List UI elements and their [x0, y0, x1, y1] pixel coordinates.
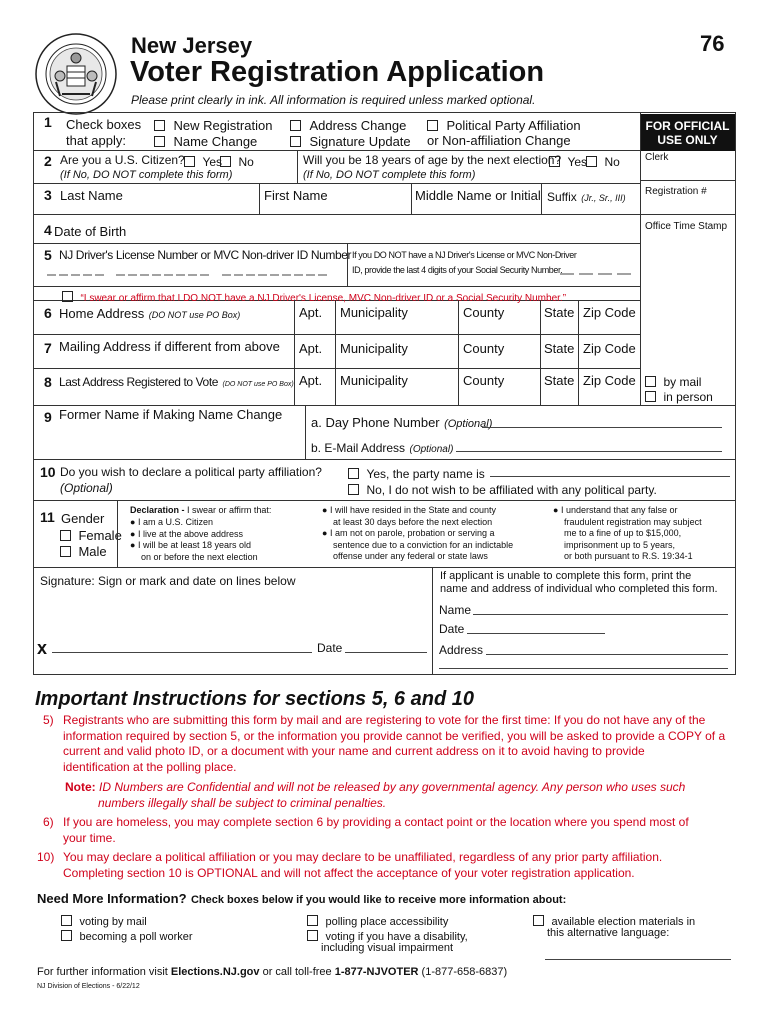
- s10-party-line: [490, 476, 730, 477]
- bullet-icon: ●: [130, 540, 136, 550]
- s6-county[interactable]: County: [463, 305, 505, 320]
- row-line-11: [33, 567, 736, 568]
- helper-date-line[interactable]: [467, 633, 605, 634]
- info-o4-label: voting if you have a disability,: [325, 931, 468, 943]
- by-mail-label: by mail: [663, 375, 702, 389]
- s2-age-no-label: No: [604, 155, 620, 169]
- row-line-7: [33, 368, 640, 369]
- s11-c3e: or both pursuant to R.S. 19:34-1: [564, 551, 693, 561]
- instr-5: [43, 713, 733, 775]
- s1-new-label: New Registration: [173, 118, 273, 133]
- s11-decl-rest: I swear or affirm that:: [184, 505, 272, 515]
- s10-number: 10: [40, 464, 56, 480]
- s6-municipality[interactable]: Municipality: [340, 305, 408, 320]
- s11-male[interactable]: [60, 543, 107, 561]
- s11-c2e: offense under any federal or state laws: [333, 551, 488, 561]
- state-seal: [34, 32, 118, 116]
- alt-language-line[interactable]: [545, 959, 731, 960]
- row-line-3: [33, 214, 640, 215]
- official-title-1: FOR OFFICIAL: [645, 119, 730, 133]
- checkbox[interactable]: [290, 136, 301, 147]
- s7-number: 7: [44, 340, 52, 356]
- instr-6-num: 6): [43, 815, 54, 829]
- s3-divider-3: [541, 183, 542, 214]
- s5-alt-1: If you DO NOT have a NJ Driver's License or MVC Non-Driver: [352, 250, 577, 260]
- info-o3-label: polling place accessibility: [325, 916, 449, 928]
- s1-label-1: Check boxes: [66, 117, 142, 132]
- instr-note: [65, 780, 735, 811]
- s2-divider: [297, 150, 298, 183]
- info-o2-label: becoming a poll worker: [79, 931, 193, 943]
- row-line-2: [33, 183, 640, 184]
- official-line-2: [640, 214, 736, 215]
- info-o4b: including visual impairment: [321, 942, 454, 954]
- addr-div-county: [458, 300, 459, 405]
- s8-number: 8: [44, 374, 52, 390]
- instr-10-line-2: Completing section 10 is OPTIONAL and will not affect the acceptance of your voter registration application.: [63, 865, 635, 880]
- checkbox[interactable]: [220, 156, 231, 167]
- s11-col-1: [130, 517, 258, 563]
- info-o5-label: available election materials in: [551, 916, 696, 928]
- more-info-heading: [37, 890, 566, 908]
- s6-zip[interactable]: Zip Code: [583, 305, 636, 320]
- s5-inner-line: [33, 286, 640, 287]
- stamp-label: Office Time Stamp: [645, 221, 728, 232]
- addr-div-zip: [578, 300, 579, 405]
- s2-no-label: No: [238, 155, 254, 169]
- s4-number: 4: [44, 222, 52, 238]
- s2-age-question: Will you be 18 years of age by the next election?: [303, 153, 562, 167]
- in-person-label: in person: [663, 390, 713, 404]
- form-number: 76: [700, 31, 725, 56]
- instr-5-line-4: identification at the polling place.: [63, 759, 237, 774]
- s1-signature-update[interactable]: [290, 133, 411, 151]
- s8-municipality[interactable]: Municipality: [340, 373, 408, 388]
- footer-info: [37, 966, 507, 978]
- s8-label: Last Address Registered to Vote: [59, 375, 219, 389]
- signature-divider: [432, 567, 433, 675]
- note-line-1: ID Numbers are Confidential and will not be released by any governmental agency. Any person who uses such: [99, 780, 686, 794]
- s5-swear-text: “I swear or affirm that I DO NOT have a NJ Driver's License, MVC Non-driver ID or a Social Security Number.”: [80, 293, 567, 304]
- checkbox[interactable]: [61, 915, 72, 926]
- info-o5b: this alternative language:: [547, 927, 670, 939]
- s11-c3d: imprisonment up to 5 years,: [564, 539, 676, 550]
- checkbox[interactable]: [427, 120, 438, 131]
- checkbox[interactable]: [61, 930, 72, 941]
- instr-5-line-3: current and valid photo ID, or a document with your name and current address on it to avoid having to provide: [63, 744, 645, 758]
- s11-gender: Gender: [61, 511, 105, 526]
- s3-suffix-label: Suffix: [547, 190, 577, 204]
- s1-address-label: Address Change: [309, 118, 407, 133]
- instr-5-num: 5): [43, 713, 54, 727]
- signature-date-label: Date: [317, 641, 343, 655]
- s9-phone-label: a. Day Phone Number: [311, 415, 440, 430]
- s7-state[interactable]: State: [544, 341, 575, 356]
- checkbox[interactable]: [154, 120, 165, 131]
- s2-yes-label: Yes: [202, 155, 223, 169]
- helper-address-line-1[interactable]: [486, 654, 728, 655]
- s11-c2b: at least 30 days before the next election: [333, 516, 493, 527]
- s10-question: Do you wish to declare a political party affiliation?: [60, 465, 322, 479]
- s10-no[interactable]: [348, 481, 657, 499]
- s1-name-change[interactable]: [154, 133, 257, 151]
- s3-last-name[interactable]: Last Name: [60, 188, 123, 203]
- footer-mid: or call toll-free: [259, 966, 335, 978]
- s6-home-address[interactable]: [59, 305, 240, 323]
- checkbox[interactable]: [290, 120, 301, 131]
- addr-div-muni: [335, 300, 336, 405]
- s6-apt[interactable]: Apt.: [299, 305, 323, 320]
- s11-c3a: I understand that any false or: [560, 505, 678, 515]
- row-line-6: [33, 334, 640, 335]
- official-use-header: [640, 114, 735, 151]
- s5-id-digits[interactable]: [47, 263, 337, 277]
- s6-note: (DO NOT use PO Box): [148, 310, 241, 320]
- s9-phone[interactable]: [311, 414, 492, 432]
- addr-div-apt: [294, 300, 295, 405]
- s11-c2a: I will have resided in the State and county: [329, 505, 497, 515]
- s7-municipality[interactable]: Municipality: [340, 341, 408, 356]
- s8-county[interactable]: County: [463, 373, 505, 388]
- helper-name-label: Name: [439, 603, 472, 617]
- row-line-4: [33, 243, 640, 244]
- s9-email[interactable]: [311, 439, 453, 457]
- helper-date-label: Date: [439, 622, 465, 636]
- info-o1-label: voting by mail: [79, 916, 147, 928]
- signature-label: Signature: Sign or mark and date on lines below: [40, 574, 296, 588]
- unable-line-1: If applicant is unable to complete this form, print the: [440, 570, 692, 582]
- ssn-blanks: [560, 262, 635, 276]
- s1-name-label: Name Change: [173, 134, 258, 149]
- instr-10: [37, 850, 733, 881]
- checkbox[interactable]: [586, 156, 597, 167]
- instructions-line: Please print clearly in ink. All information is required unless marked optional.: [131, 93, 536, 107]
- s10-yes-label: Yes, the party name is: [366, 467, 485, 481]
- s7-mailing-address[interactable]: Mailing Address if different from above: [59, 339, 280, 354]
- s11-number: 11: [40, 509, 55, 525]
- footer-site-link[interactable]: Elections.NJ.gov: [170, 966, 260, 978]
- signature-line[interactable]: [52, 652, 312, 653]
- official-title-2: USE ONLY: [657, 133, 718, 147]
- s3-number: 3: [44, 187, 52, 203]
- instr-5-line-2: information required by section 5, or the information you provide cannot be verified, you will be asked to provide a COPY of a: [63, 728, 726, 743]
- s5-label: NJ Driver's License Number or MVC Non-driver ID Number: [59, 248, 352, 262]
- bullet-icon: ●: [322, 528, 328, 538]
- s2-age-yes-label: Yes: [567, 155, 588, 169]
- s6-state[interactable]: State: [544, 305, 575, 320]
- helper-name-line[interactable]: [473, 614, 728, 615]
- s3-divider-2: [411, 183, 412, 214]
- instr-6-line-1: If you are homeless, you may complete section 6 by providing a contact point or the location where you spend most of: [63, 815, 689, 829]
- checkbox[interactable]: [645, 391, 656, 402]
- s10-optional: (Optional): [60, 481, 113, 495]
- s11-divider: [117, 500, 118, 567]
- form-title: Voter Registration Application: [130, 56, 545, 88]
- s11-col-2: [322, 505, 513, 563]
- row-line-8: [33, 405, 736, 406]
- s11-c3b: fraudulent registration may subject: [564, 516, 702, 527]
- s3-first-name[interactable]: First Name: [264, 188, 328, 203]
- bullet-icon: ●: [130, 528, 136, 539]
- helper-address-label: Address: [439, 643, 484, 657]
- s2-citizen-question: Are you a U.S. Citizen?: [60, 153, 185, 167]
- s7-county[interactable]: County: [463, 341, 505, 356]
- official-divider: [640, 112, 641, 406]
- s6-number: 6: [44, 305, 52, 321]
- s1-party-label: Political Party Affiliation: [446, 118, 581, 133]
- s11-decl-bold: Declaration -: [130, 505, 185, 515]
- s11-c1c: I will be at least 18 years old: [137, 540, 252, 550]
- checkbox[interactable]: [348, 468, 359, 479]
- s4-dob[interactable]: Date of Birth: [54, 224, 127, 239]
- footer-division: NJ Division of Elections - 6/22/12: [37, 983, 140, 990]
- checkbox[interactable]: [60, 546, 71, 557]
- instr-10-line-1: You may declare a political affiliation or you may declare to be unaffiliated, regardless of any prior party affiliation.: [63, 850, 663, 864]
- row-line-10: [33, 500, 736, 501]
- s1-party-label-2: or Non-affiliation Change: [427, 133, 571, 148]
- s9-divider: [305, 405, 306, 459]
- bullet-icon: ●: [322, 505, 328, 515]
- s11-male-label: Male: [78, 544, 107, 559]
- checkbox[interactable]: [533, 915, 544, 926]
- s5-ssn-digits[interactable]: [560, 262, 635, 276]
- s2-number: 2: [44, 153, 52, 169]
- s3-middle-name[interactable]: Middle Name or Initial: [415, 188, 541, 203]
- footer-phone: 1-877-NJVOTER: [334, 966, 419, 978]
- s5-alt-2: ID, provide the last 4 digits of your Social Security Number.: [352, 265, 563, 275]
- s9-number: 9: [44, 409, 52, 425]
- signature-x: x: [37, 638, 48, 658]
- note-label: Note:: [65, 780, 96, 794]
- s6-label: Home Address: [59, 306, 145, 321]
- s9-email-note: (Optional): [409, 444, 454, 455]
- instructions-heading: Important Instructions for sections 5, 6 and 10: [35, 688, 474, 710]
- instr-6: [43, 815, 733, 846]
- s5-number: 5: [44, 247, 52, 263]
- signature-date-line[interactable]: [345, 652, 427, 653]
- official-line-1: [640, 180, 736, 181]
- s5-divider: [347, 243, 348, 286]
- s8-apt[interactable]: Apt.: [299, 373, 323, 388]
- checkbox[interactable]: [645, 376, 656, 387]
- more-info-subtitle: Check boxes below if you would like to receive more information about:: [190, 894, 567, 906]
- s3-suffix-note: (Jr., Sr., III): [581, 193, 626, 203]
- checkbox[interactable]: [307, 915, 318, 926]
- more-info-title: Need More Information?: [37, 891, 187, 906]
- s11-declaration-title: [130, 505, 271, 515]
- digit-blanks: [47, 263, 337, 277]
- s5-swear[interactable]: [62, 288, 566, 306]
- info-poll-worker[interactable]: [61, 927, 193, 945]
- state-name: New Jersey: [131, 33, 253, 58]
- unable-line-2: name and address of individual who completed this form.: [440, 583, 718, 595]
- checkbox[interactable]: [184, 156, 195, 167]
- s8-zip[interactable]: Zip Code: [583, 373, 636, 388]
- s11-c3c: me to a fine of up to $15,000,: [564, 528, 682, 538]
- bullet-icon: ●: [130, 517, 136, 527]
- s2-age-no[interactable]: [586, 153, 620, 171]
- checkbox[interactable]: [549, 156, 560, 167]
- s11-c2c: I am not on parole, probation or serving a: [329, 528, 495, 538]
- s2-age-yes[interactable]: [549, 153, 587, 171]
- s7-zip[interactable]: Zip Code: [583, 341, 636, 356]
- s11-col-3: [553, 505, 702, 563]
- checkbox[interactable]: [62, 291, 73, 302]
- s9-email-label: b. E-Mail Address: [311, 441, 406, 455]
- clerk-label: Clerk: [645, 152, 669, 163]
- s11-c2d: sentence due to a conviction for an indictable: [333, 539, 514, 550]
- s8-last-address[interactable]: [59, 373, 294, 391]
- s11-c1b: I live at the above address: [137, 528, 244, 539]
- checkbox[interactable]: [60, 530, 71, 541]
- official-in-person[interactable]: [645, 388, 713, 406]
- s7-apt[interactable]: Apt.: [299, 341, 323, 356]
- footer-pre: For further information visit: [37, 966, 171, 978]
- checkbox[interactable]: [307, 930, 318, 941]
- checkbox[interactable]: [154, 136, 165, 147]
- s11-c1a: I am a U.S. Citizen: [137, 517, 213, 527]
- s8-note: (DO NOT use PO Box): [222, 381, 294, 388]
- s11-female-label: Female: [78, 528, 122, 543]
- instr-5-line-1: Registrants who are submitting this form by mail and are registering to vote for the first time: If you do not have any of the: [63, 713, 706, 727]
- s8-state[interactable]: State: [544, 373, 575, 388]
- s1-label-2: that apply:: [66, 133, 126, 148]
- s3-divider-1: [259, 183, 260, 214]
- s9-phone-line: [482, 427, 722, 428]
- s9-former-name[interactable]: Former Name if Making Name Change: [59, 407, 283, 422]
- instr-6-line-2: your time.: [63, 830, 116, 845]
- footer-post: (1-877-658-6837): [418, 966, 508, 978]
- s2-note-1: (If No, DO NOT complete this form): [60, 169, 233, 181]
- s1-sig-label: Signature Update: [309, 134, 411, 149]
- bullet-icon: ●: [553, 505, 559, 515]
- s1-number: 1: [44, 114, 52, 130]
- s9-phone-note: (Optional): [444, 418, 493, 430]
- instr-10-num: 10): [37, 850, 55, 864]
- row-line-9: [33, 459, 736, 460]
- checkbox[interactable]: [348, 484, 359, 495]
- s3-suffix[interactable]: [547, 188, 626, 206]
- helper-address-line-2[interactable]: [439, 668, 728, 669]
- s10-no-label: No, I do not wish to be affiliated with any political party.: [366, 483, 657, 497]
- s9-email-line: [456, 451, 722, 452]
- addr-div-state: [540, 300, 541, 405]
- s11-c1d: on or before the next election: [141, 551, 258, 562]
- registration-label: Registration #: [645, 186, 707, 197]
- note-line-2: numbers illegally shall be subject to criminal penalties.: [98, 795, 387, 810]
- s2-note-2: (If No, DO NOT complete this form): [303, 169, 476, 181]
